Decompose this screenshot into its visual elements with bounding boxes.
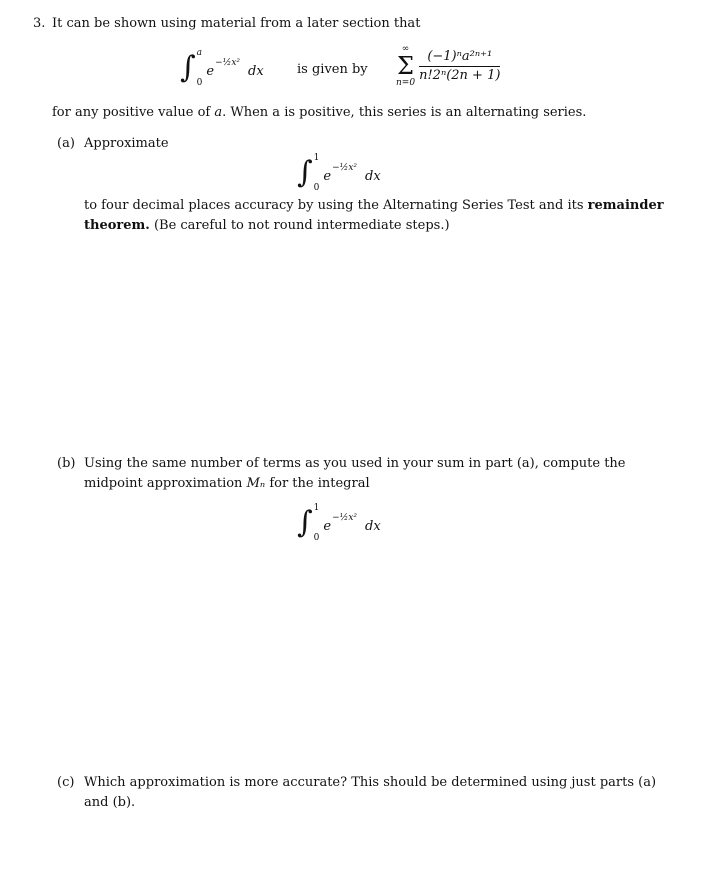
integrand-base: e (323, 169, 332, 184)
bold-remainder: remainder (587, 198, 664, 213)
part-c-line1: Which approximation is more accurate? This should be determined using just parts (a) (84, 775, 657, 790)
dx: dx (365, 169, 381, 184)
integral-upper-limit: 1 (313, 503, 320, 513)
part-b-label: (b) (57, 456, 76, 471)
integral-row (180, 48, 264, 88)
sigma-icon: Σ (397, 52, 415, 80)
sum-denominator: n!2ⁿ(2n + 1) (419, 67, 501, 83)
integral-0-to-1 (297, 153, 381, 193)
sum-fraction (419, 49, 500, 84)
midpoint-var: Mₙ (246, 476, 266, 491)
integrand-base: e (323, 519, 332, 534)
part-b-line2-suffix: for the integral (269, 476, 370, 491)
dx: dx (248, 64, 264, 79)
integral-sign: ∫ (297, 155, 313, 190)
integrand-exponent: −½x² (332, 513, 358, 523)
integral-upper-limit: 1 (313, 153, 320, 163)
integral-lower-limit: 0 (196, 78, 203, 88)
fraction-bar (419, 66, 500, 67)
integrand (206, 48, 263, 88)
integrand-base: e (206, 64, 215, 79)
integral-sign: ∫ (297, 505, 313, 540)
part-b-line1: Using the same number of terms as you used in your sum in part (a), compute the (84, 456, 626, 471)
part-b-line2-prefix: midpoint approximation (84, 476, 243, 491)
part-a-line2-text: (Be careful to not round intermediate steps.) (153, 218, 450, 233)
integrand (323, 503, 380, 543)
integral-limits (314, 153, 320, 193)
note-suffix: . When a is positive, this series is an alternating series. (222, 105, 587, 120)
series (396, 44, 500, 88)
integral-sign: ∫ (180, 50, 196, 85)
part-c-line2: and (b). (84, 795, 136, 810)
sum-upper-limit: ∞ (401, 44, 410, 54)
integral-0-to-a (180, 48, 264, 88)
integral-row (297, 153, 381, 193)
part-c-label: (c) (57, 775, 75, 790)
part-a-line2 (84, 218, 450, 234)
integrand-exponent: −½x² (215, 58, 241, 68)
problem-intro: It can be shown using material from a later section that (52, 16, 421, 31)
is-given-by: is given by (297, 62, 368, 77)
sum (396, 44, 500, 88)
sum-numerator: (−1)ⁿa²ⁿ⁺¹ (427, 48, 493, 64)
integral-row (297, 503, 381, 543)
integral-lower-limit: 0 (313, 533, 320, 543)
part-a-line1 (84, 198, 664, 214)
note-var: a (214, 105, 223, 120)
integral-lower-limit: 0 (313, 183, 320, 193)
sum-symbol (396, 44, 415, 88)
integrand (323, 153, 380, 193)
sum-lower-limit: n=0 (396, 78, 416, 88)
part-b-line2 (84, 476, 370, 492)
integral-0-to-1 (297, 503, 381, 543)
note-line (52, 105, 586, 121)
dx: dx (365, 519, 381, 534)
part-a-text: Approximate (84, 136, 169, 151)
integral-limits (314, 503, 320, 543)
integrand-exponent: −½x² (332, 163, 358, 173)
part-a-line1-text: to four decimal places accuracy by using the Alternating Series Test and its (84, 198, 584, 213)
integral-limits (197, 48, 203, 88)
integral-upper-limit: a (196, 48, 203, 58)
problem-number: 3. (33, 16, 46, 31)
part-a-label: (a) (57, 136, 75, 151)
bold-theorem: theorem. (84, 218, 150, 233)
note-prefix: for any positive value of (52, 105, 211, 120)
